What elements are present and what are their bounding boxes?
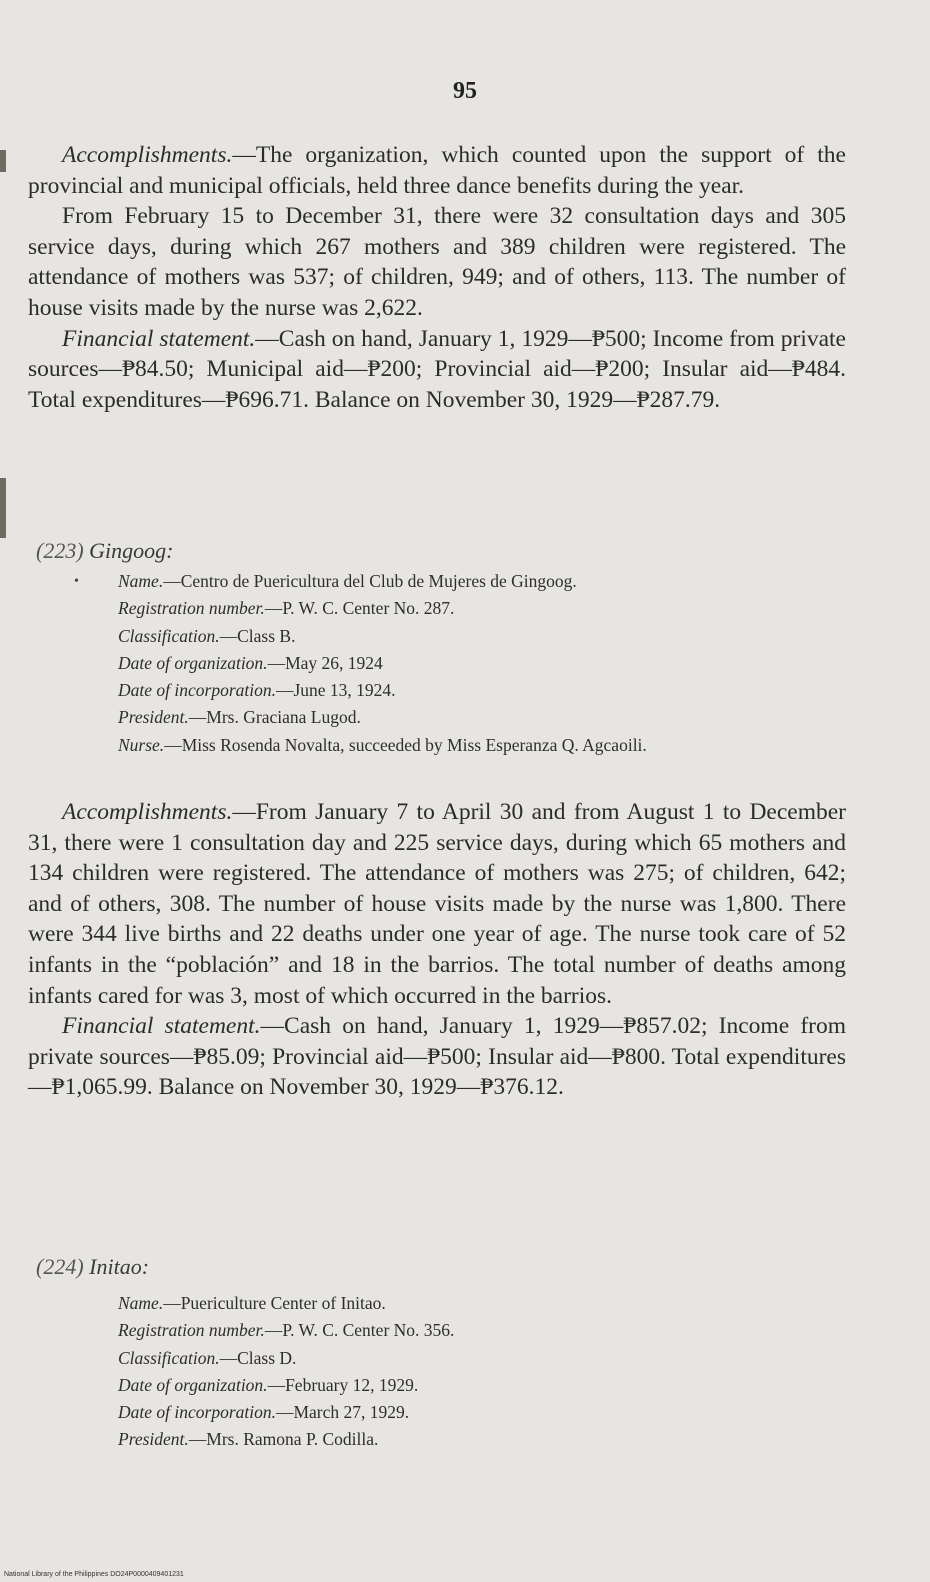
entry-details xyxy=(74,568,858,759)
detail-label: Date of incorporation. xyxy=(118,680,276,701)
detail-label: President. xyxy=(118,707,189,728)
detail-label: Name. xyxy=(118,1293,164,1313)
detail-row xyxy=(118,1290,858,1317)
detail-value: —February 12, 1929. xyxy=(267,1374,419,1395)
entry-number: (224) xyxy=(36,1254,84,1279)
detail-value: —Class D. xyxy=(219,1347,297,1368)
entry-details xyxy=(118,1290,858,1454)
page-number: 95 xyxy=(453,78,477,104)
paragraph-text: —From January 7 to April 30 and from August 1 to December 31, there were 1 consultation day and 225 service days, during which 65 mothers and 134 children were registered. The attendance of mothers was 275; of children, 642; and of others, 308. The number of house visits made by the nurse was 1,800. There were 344 live births and 22 deaths under one year of age. The nurse took care of 52 infants in the “población” and 18 in the barrios. The total number of deaths among infants cared for was 3, most of which occurred in the barrios. xyxy=(28,799,846,1009)
entry-place: Gingoog: xyxy=(89,538,174,563)
financial-paragraph xyxy=(28,1011,846,1103)
financial-paragraph xyxy=(28,324,846,416)
paragraph-text: —Cash on hand, January 1, 1929—₱857.02; Income from private sources—₱85.09; Provincial aid—₱500; Insular aid—₱800. Total expenditures—₱1,065.99. Balance on November 30, 1929—₱376.12. xyxy=(28,1013,847,1101)
detail-value: —Miss Rosenda Novalta, succeeded by Miss Esperanza Q. Agcaoili. xyxy=(164,734,647,755)
detail-row xyxy=(118,568,858,595)
detail-row xyxy=(118,732,858,759)
paragraph-text: —The organization, which counted upon the support of the provincial and municipal officials, held three dance benefits during the year. xyxy=(28,142,846,199)
detail-label: Registration number. xyxy=(118,598,265,619)
detail-row xyxy=(118,1317,858,1344)
detail-label: Classification. xyxy=(118,1347,220,1368)
detail-label: Registration number. xyxy=(118,1320,265,1341)
entry-223-body xyxy=(28,797,846,1103)
detail-label: Date of organization. xyxy=(118,652,268,673)
detail-row xyxy=(118,650,858,677)
detail-row xyxy=(118,623,858,650)
bullet-mark: • xyxy=(74,574,79,589)
paragraph-label: Accomplishments. xyxy=(62,142,233,168)
detail-value: —Centro de Puericultura del Club de Mujeres de Gingoog. xyxy=(163,571,577,591)
detail-value: —May 26, 1924 xyxy=(267,652,383,673)
entry-place: Initao: xyxy=(89,1254,150,1279)
detail-label: Nurse. xyxy=(118,734,165,755)
detail-row xyxy=(118,1372,858,1399)
section-continued xyxy=(28,140,846,415)
scan-edge-mark xyxy=(0,150,6,172)
detail-label: Name. xyxy=(118,571,164,591)
detail-row xyxy=(118,595,858,622)
paragraph-label: Accomplishments. xyxy=(62,799,233,825)
detail-value: —Puericulture Center of Initao. xyxy=(163,1293,386,1313)
detail-row xyxy=(118,704,858,731)
detail-row xyxy=(118,1345,858,1372)
detail-row xyxy=(118,1399,858,1426)
detail-label: President. xyxy=(118,1429,189,1450)
detail-value: —June 13, 1924. xyxy=(275,680,396,701)
detail-label: Classification. xyxy=(118,625,220,646)
detail-value: —P. W. C. Center No. 356. xyxy=(264,1320,455,1341)
detail-value: —Mrs. Ramona P. Codilla. xyxy=(188,1429,379,1450)
statistics-paragraph: From February 15 to December 31, there were 32 consultation days and 305 service days, during which 267 mothers and 389 children were registered. The attendance of mothers was 537; of children, 949; and of others, 113. The number of house visits made by the nurse was 2,622. xyxy=(28,203,846,321)
scan-edge-mark xyxy=(0,478,6,538)
accomplishments-paragraph xyxy=(28,140,846,201)
detail-value: —P. W. C. Center No. 287. xyxy=(264,598,455,619)
detail-row xyxy=(118,677,858,704)
detail-value: —Mrs. Graciana Lugod. xyxy=(188,707,361,728)
detail-value: —Class B. xyxy=(219,625,296,646)
accomplishments-paragraph xyxy=(28,797,846,1011)
detail-label: Date of incorporation. xyxy=(118,1402,276,1423)
paragraph-label: Financial statement. xyxy=(62,1013,261,1040)
detail-row xyxy=(118,1426,858,1453)
detail-label: Date of organization. xyxy=(118,1374,268,1395)
paragraph-label: Financial statement. xyxy=(62,325,256,352)
paragraph-text: —Cash on hand, January 1, 1929—₱500; Income from private sources—₱84.50; Municipal aid—₱200; Provincial aid—₱200; Insular aid—₱484. Total expenditures—₱696.71. Balance on November 30, 1929—₱287.79. xyxy=(28,325,846,413)
detail-value: —March 27, 1929. xyxy=(275,1402,410,1423)
entry-number: (223) xyxy=(36,538,84,563)
entry-heading xyxy=(36,538,173,564)
entry-heading xyxy=(36,1254,149,1280)
scan-footer: National Library of the Philippines DO24P0000409401231 xyxy=(4,1571,184,1578)
